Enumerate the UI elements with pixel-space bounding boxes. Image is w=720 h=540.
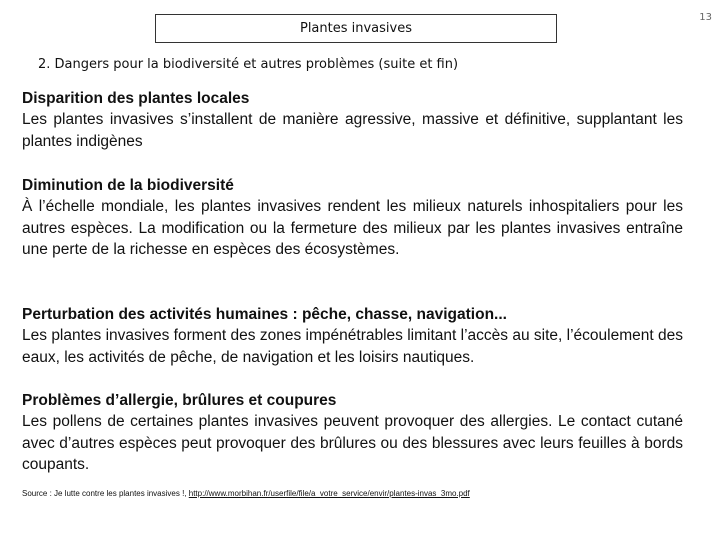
source-link[interactable]: http://www.morbihan.fr/userfile/file/a_votre_service/envir/plantes-invas_3mo.pdf bbox=[188, 489, 470, 498]
page-title-box bbox=[155, 14, 557, 43]
section-subtitle: 2. Dangers pour la biodiversité et autres problèmes (suite et fin) bbox=[38, 57, 459, 72]
source-citation bbox=[22, 489, 470, 498]
page-title: Plantes invasives bbox=[299, 21, 413, 36]
section-body: Les plantes invasives s’installent de manière agressive, massive et définitive, supplantant les plantes indigènes bbox=[22, 111, 683, 150]
section-heading: Diminution de la biodiversité bbox=[22, 177, 234, 194]
section-heading: Disparition des plantes locales bbox=[22, 90, 250, 107]
section-body: Les plantes invasives forment des zones impénétrables limitant l’accès au site, l’écoulement des eaux, les activités de pêche, de navigation et les loisirs nautiques. bbox=[22, 327, 683, 366]
section-heading: Perturbation des activités humaines : pêche, chasse, navigation... bbox=[22, 306, 507, 323]
section-heading: Problèmes d’allergie, brûlures et coupures bbox=[22, 392, 337, 409]
section-body: À l’échelle mondiale, les plantes invasives rendent les milieux naturels inhospitaliers pour les autres espèces. La modification ou la fermeture des milieux par les plantes invasives entraîne une perte de la richesse en espèces des écosystèmes. bbox=[22, 198, 683, 258]
section-biodiversite bbox=[22, 175, 683, 261]
source-prefix: Source : Je lutte contre les plantes invasives !, bbox=[22, 489, 189, 498]
page-number: 13 bbox=[699, 12, 712, 23]
section-disparition bbox=[22, 88, 683, 152]
section-body: Les pollens de certaines plantes invasives peuvent provoquer des allergies. Le contact cutané avec d’autres espèces peut provoquer des brûlures ou des blessures avec leurs feuilles à bords coupants. bbox=[22, 413, 683, 473]
section-allergie bbox=[22, 390, 683, 476]
section-activites-humaines bbox=[22, 304, 683, 368]
